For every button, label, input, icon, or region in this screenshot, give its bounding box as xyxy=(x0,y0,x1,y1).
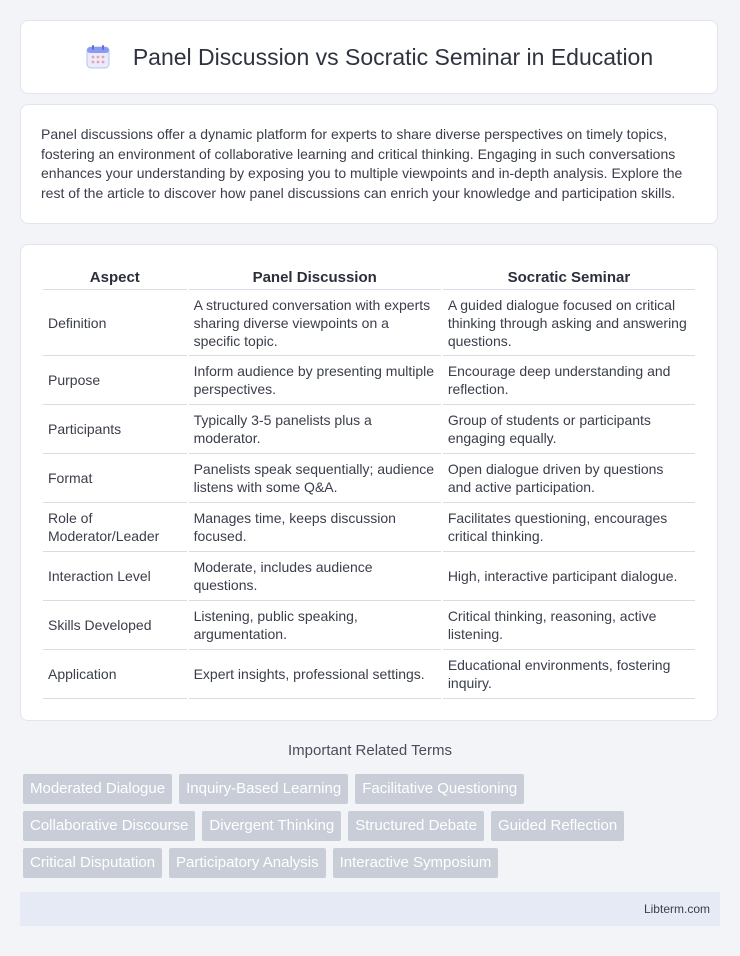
column-header-aspect: Aspect xyxy=(43,265,187,290)
panel-cell: Panelists speak sequentially; audience listens with some Q&A. xyxy=(189,454,441,503)
table-row xyxy=(43,552,695,601)
aspect-cell: Role of Moderator/Leader xyxy=(43,503,187,552)
aspect-cell: Format xyxy=(43,454,187,503)
panel-cell: Moderate, includes audience questions. xyxy=(189,552,441,601)
table-row xyxy=(43,650,695,699)
page-title: Panel Discussion vs Socratic Seminar in Education xyxy=(132,43,654,70)
related-terms-list xyxy=(23,774,723,885)
intro-paragraph: Panel discussions offer a dynamic platform for experts to share diverse perspectives on timely topics, fostering an environment of collaborative learning and critical thinking. Engaging in such conversations enhances your understanding by exposing you to multiple viewpoints and in-depth analysis. Explore the rest of the article to discover how panel discussions can enrich your knowledge and participation skills. xyxy=(41,126,683,201)
term-tag[interactable]: Moderated Dialogue xyxy=(23,774,172,804)
aspect-cell: Application xyxy=(43,650,187,699)
aspect-cell: Skills Developed xyxy=(43,601,187,650)
comparison-card xyxy=(20,244,718,721)
term-tag[interactable]: Participatory Analysis xyxy=(169,848,326,878)
socratic-cell: High, interactive participant dialogue. xyxy=(443,552,695,601)
aspect-cell: Interaction Level xyxy=(43,552,187,601)
table-row xyxy=(43,356,695,405)
socratic-cell: Educational environments, fostering inquiry. xyxy=(443,650,695,699)
column-header-socratic: Socratic Seminar xyxy=(443,265,695,290)
footer-site-link[interactable]: Libterm.com xyxy=(643,902,710,916)
intro-card xyxy=(20,104,718,224)
term-tag[interactable]: Facilitative Questioning xyxy=(355,774,524,804)
table-row xyxy=(43,601,695,650)
table-row xyxy=(43,454,695,503)
comparison-table xyxy=(41,265,697,699)
related-terms-title: Important Related Terms xyxy=(288,742,452,759)
term-tag[interactable]: Guided Reflection xyxy=(491,811,624,841)
socratic-cell: Facilitates questioning, encourages critical thinking. xyxy=(443,503,695,552)
socratic-cell: Critical thinking, reasoning, active listening. xyxy=(443,601,695,650)
term-tag[interactable]: Divergent Thinking xyxy=(202,811,341,841)
table-row xyxy=(43,405,695,454)
table-row xyxy=(43,290,695,356)
socratic-cell: A guided dialogue focused on critical thinking through asking and answering questions. xyxy=(443,290,695,356)
table-row xyxy=(43,503,695,552)
header-card xyxy=(20,20,718,94)
term-tag[interactable]: Inquiry-Based Learning xyxy=(179,774,348,804)
panel-cell: Manages time, keeps discussion focused. xyxy=(189,503,441,552)
term-tag[interactable]: Interactive Symposium xyxy=(333,848,499,878)
socratic-cell: Encourage deep understanding and reflection. xyxy=(443,356,695,405)
panel-cell: Typically 3-5 panelists plus a moderator. xyxy=(189,405,441,454)
aspect-cell: Definition xyxy=(43,290,187,356)
socratic-cell: Open dialogue driven by questions and active participation. xyxy=(443,454,695,503)
term-tag[interactable]: Collaborative Discourse xyxy=(23,811,195,841)
panel-cell: Expert insights, professional settings. xyxy=(189,650,441,699)
aspect-cell: Purpose xyxy=(43,356,187,405)
term-tag[interactable]: Structured Debate xyxy=(348,811,484,841)
aspect-cell: Participants xyxy=(43,405,187,454)
panel-cell: Listening, public speaking, argumentation. xyxy=(189,601,441,650)
panel-cell: Inform audience by presenting multiple perspectives. xyxy=(189,356,441,405)
panel-cell: A structured conversation with experts sharing diverse viewpoints on a specific topic. xyxy=(189,290,441,356)
calendar-icon xyxy=(85,44,111,70)
footer xyxy=(20,892,720,926)
term-tag[interactable]: Critical Disputation xyxy=(23,848,162,878)
socratic-cell: Group of students or participants engaging equally. xyxy=(443,405,695,454)
column-header-panel: Panel Discussion xyxy=(189,265,441,290)
